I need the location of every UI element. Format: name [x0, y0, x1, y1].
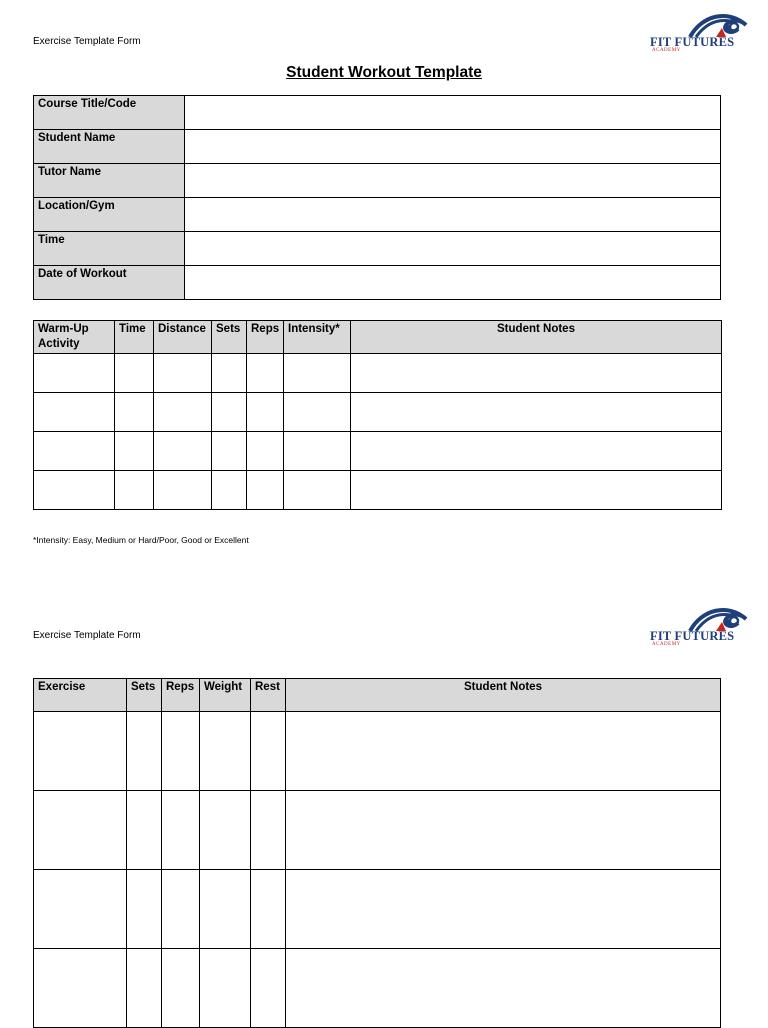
cell[interactable] [127, 949, 162, 1028]
cell[interactable] [115, 354, 154, 393]
column-header: Reps [162, 679, 200, 712]
table-row [34, 393, 722, 432]
page-title: Student Workout Template [286, 64, 482, 81]
info-table [33, 95, 721, 300]
fit-futures-logo [650, 11, 750, 55]
logo-name: FIT FUTURES [650, 629, 735, 643]
cell[interactable] [212, 393, 247, 432]
cell[interactable] [200, 712, 251, 791]
info-row [34, 130, 721, 164]
table-row [34, 949, 721, 1028]
cell[interactable] [200, 949, 251, 1028]
cell[interactable] [200, 791, 251, 870]
cell[interactable] [212, 471, 247, 510]
info-label: Time [34, 232, 185, 266]
column-header: Time [115, 321, 154, 354]
info-row [34, 232, 721, 266]
cell[interactable] [162, 949, 200, 1028]
column-header: Exercise [34, 679, 127, 712]
column-header: Sets [127, 679, 162, 712]
cell[interactable] [351, 393, 722, 432]
intensity-footnote: *Intensity: Easy, Medium or Hard/Poor, Good or Excellent [33, 535, 249, 545]
exercise-table [33, 678, 721, 1028]
cell[interactable] [154, 432, 212, 471]
column-header: Student Notes [351, 321, 722, 354]
cell[interactable] [251, 791, 286, 870]
cell[interactable] [284, 471, 351, 510]
logo-name: FIT FUTURES [650, 35, 735, 49]
cell[interactable] [162, 712, 200, 791]
cell[interactable] [351, 471, 722, 510]
info-label: Student Name [34, 130, 185, 164]
cell[interactable] [247, 393, 284, 432]
logo-sub: ACADEMY [652, 48, 681, 53]
info-value-field[interactable] [185, 164, 721, 198]
cell[interactable] [286, 712, 721, 791]
header-label: Exercise Template Form [33, 630, 141, 641]
column-header: Intensity* [284, 321, 351, 354]
info-row [34, 96, 721, 130]
cell[interactable] [34, 712, 127, 791]
column-header: Student Notes [286, 679, 721, 712]
cell[interactable] [34, 471, 115, 510]
cell[interactable] [212, 432, 247, 471]
cell[interactable] [34, 949, 127, 1028]
cell[interactable] [251, 949, 286, 1028]
cell[interactable] [154, 354, 212, 393]
info-value-field[interactable] [185, 266, 721, 300]
column-header: Weight [200, 679, 251, 712]
info-value-field[interactable] [185, 96, 721, 130]
exercise-header-row [34, 679, 721, 712]
fit-futures-logo [650, 605, 750, 649]
info-value-field[interactable] [185, 130, 721, 164]
cell[interactable] [154, 471, 212, 510]
cell[interactable] [247, 354, 284, 393]
info-label: Course Title/Code [34, 96, 185, 130]
cell[interactable] [115, 432, 154, 471]
cell[interactable] [127, 712, 162, 791]
cell[interactable] [34, 393, 115, 432]
cell[interactable] [286, 949, 721, 1028]
cell[interactable] [34, 870, 127, 949]
table-row [34, 354, 722, 393]
cell[interactable] [154, 393, 212, 432]
column-header: Rest [251, 679, 286, 712]
cell[interactable] [115, 471, 154, 510]
table-row [34, 712, 721, 791]
info-label: Tutor Name [34, 164, 185, 198]
info-label: Date of Workout [34, 266, 185, 300]
column-header: Sets [212, 321, 247, 354]
cell[interactable] [127, 791, 162, 870]
cell[interactable] [284, 393, 351, 432]
info-row [34, 164, 721, 198]
table-row [34, 870, 721, 949]
cell[interactable] [251, 870, 286, 949]
cell[interactable] [212, 354, 247, 393]
column-header: Warm-Up Activity [34, 321, 115, 354]
info-value-field[interactable] [185, 198, 721, 232]
info-label: Location/Gym [34, 198, 185, 232]
header-label: Exercise Template Form [33, 36, 141, 47]
column-header: Distance [154, 321, 212, 354]
cell[interactable] [200, 870, 251, 949]
cell[interactable] [115, 393, 154, 432]
logo-sub: ACADEMY [652, 642, 681, 647]
cell[interactable] [247, 471, 284, 510]
cell[interactable] [351, 354, 722, 393]
cell[interactable] [162, 870, 200, 949]
cell[interactable] [247, 432, 284, 471]
column-header: Reps [247, 321, 284, 354]
info-row [34, 198, 721, 232]
cell[interactable] [34, 791, 127, 870]
cell[interactable] [162, 791, 200, 870]
cell[interactable] [34, 432, 115, 471]
cell[interactable] [351, 432, 722, 471]
cell[interactable] [284, 354, 351, 393]
table-row [34, 471, 722, 510]
cell[interactable] [286, 791, 721, 870]
table-row [34, 432, 722, 471]
table-row [34, 791, 721, 870]
cell[interactable] [284, 432, 351, 471]
cell[interactable] [251, 712, 286, 791]
cell[interactable] [286, 870, 721, 949]
cell[interactable] [127, 870, 162, 949]
warmup-header-row [34, 321, 722, 354]
info-value-field[interactable] [185, 232, 721, 266]
info-row [34, 266, 721, 300]
warmup-table [33, 320, 722, 510]
cell[interactable] [34, 354, 115, 393]
